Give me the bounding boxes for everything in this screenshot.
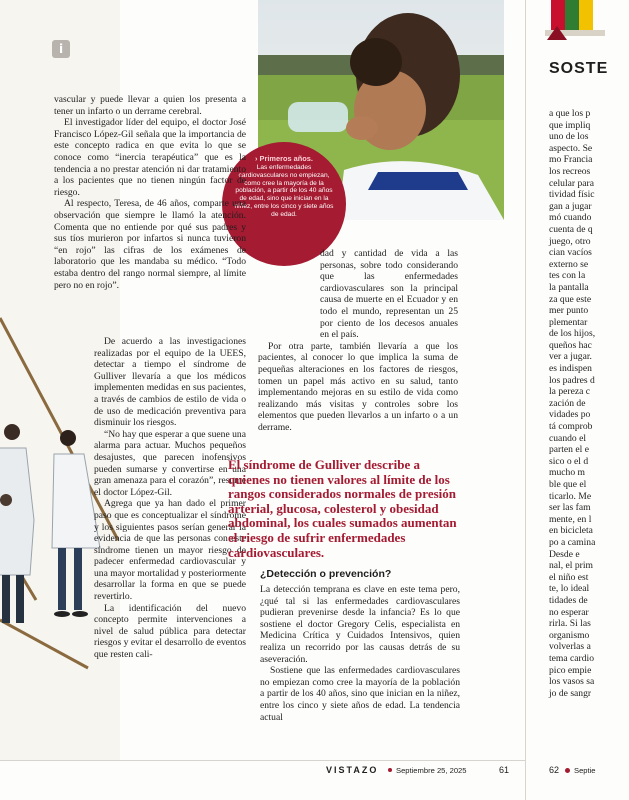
right-page-line: plementar	[549, 316, 588, 328]
left-column-top	[54, 94, 246, 291]
paragraph: De acuerdo a las investigaciones realizadas por el equipo de la UEES, detectar a tiempo el síndrome de Gulliver llevaría a que los médicos implementen medidas en sus pacientes, a través de cambios de estilo de vida o de uso de medicación preventiva para disminuir los riesgos.	[94, 336, 246, 429]
right-page-line: ticarlo. Me	[549, 490, 592, 502]
right-page-line: que impliq	[549, 119, 591, 131]
right-page-line: pico empie	[549, 664, 592, 676]
right-page-line: de los hijos,	[549, 328, 596, 340]
right-page-line: celular para	[549, 177, 595, 189]
right-page-line: mucho m	[549, 467, 585, 479]
right-page-line: ver a jugar.	[549, 351, 592, 363]
right-page-line: vidades po	[549, 409, 591, 421]
right-page-column	[549, 108, 629, 699]
right-page-line: en bicicleta	[549, 525, 593, 537]
right-page-line: tidades de	[549, 594, 588, 606]
right-page-line: te, lo ideal	[549, 583, 590, 595]
right-page-line: zación de	[549, 397, 586, 409]
paragraph: El investigador líder del equipo, el doctor José Francisco López-Gil señala que la importancia de este concepto radica en que evita lo que se conoce como “inercia terapéutica” que es la tendencia a no prestar atención ni dar tratamiento a los pacientes que no tienen ningún factor de riesgo.	[54, 117, 246, 198]
right-page-line: gan a jugar	[549, 200, 592, 212]
right-page-line: po a camina	[549, 536, 596, 548]
paragraph: Por otra parte, también llevaría a que los pacientes, al conocer lo que implica la suma de pequeñas alteraciones en los factores de riesgos, tomen un papel más activo en su salud, tanto implementando mejoras en su estilo de vida como realizando más visitas y controles sobre los elementos que pueden llevarlos a un infarto o a un derrame.	[258, 340, 458, 433]
right-page-line: nal, el prim	[549, 560, 593, 572]
right-page-line: za que este	[549, 293, 592, 305]
right-page-line: los padres d	[549, 374, 595, 386]
right-page-line: tema cardio	[549, 652, 595, 664]
right-page-line: tes con la	[549, 270, 586, 282]
right-page-line: aspecto. Se	[549, 142, 593, 154]
right-page-line: mente, en l	[549, 513, 592, 525]
section-subhead: ¿Detección o prevención?	[260, 568, 392, 580]
pull-quote: El síndrome de Gulliver describe a quienes no tienen valores al límite de los rangos considerados normales de presión arterial, glucosa, colesterol y obesidad abdominal, los cuales sumados aumentan el riesgo de sufrir enfermedades cardiovasculares.	[228, 457, 457, 560]
page-number: 61	[499, 765, 510, 775]
right-page-line: rirla. Si las	[549, 618, 591, 630]
left-column-bottom	[54, 336, 246, 661]
paragraph: Al respecto, Teresa, de 46 años, comparte una observación que siempre le llamó la atención. Comenta que no entiende por qué sus padres y sus tíos murieron por infartos si nunca tuvieron “en rojo” las cifras de los exámenes de laboratorio que les mandaba su médico. “Todo estaba dentro del rango normal siempre, al límite pero no en rojo”.	[54, 198, 246, 291]
callout-body: Las enfermedades cardiovasculares no empiezan, como cree la mayoría de la población, a partir de los 40 años de edad, sino que inician en la niñez, entre los cinco y siete años de edad.	[234, 164, 334, 218]
right-page-line: Desde e	[549, 548, 580, 560]
right-page-line: el niño est	[549, 571, 589, 583]
right-page-line: es indispen	[549, 363, 592, 375]
paragraph: “No hay que esperar a que suene una alarma para actuar. Muchos pequeños desajustes, que parecen inofensivos pueden sumarse y convertirse en una gran amenaza para el corazón”, resume el doctor López-Gil.	[94, 428, 246, 498]
right-page-line: la pantalla	[549, 281, 589, 293]
right-page-line: no esperar	[549, 606, 589, 618]
flag-illustration	[545, 0, 605, 40]
right-page-line: mo Francia	[549, 154, 593, 166]
callout-title: › Primeros años.	[255, 154, 313, 163]
section-title: SOSTE	[549, 60, 609, 77]
right-page-line: cuenta de q	[549, 223, 593, 235]
right-page-line: sico o el d	[549, 455, 589, 467]
right-page-line: externo se	[549, 258, 589, 270]
right-page-line: ser las fam	[549, 502, 591, 514]
right-page-line: los vasos sa	[549, 676, 595, 688]
right-page-line: tividad físic	[549, 189, 595, 201]
right-page-line: volverlas a	[549, 641, 591, 653]
right-page-line: tá comprob	[549, 421, 593, 433]
page-number-right: 62	[549, 765, 560, 775]
page-footer	[0, 760, 600, 800]
paragraph: La detección temprana es clave en este tema pero, ¿qué tal si las enfermedades cardiovasculares pudieran prevenirse desde la infancia? Es lo que sostiene el doctor Gregory Celis, especialista en Medicina Crítica y Cuidados Intensivos, quien realiza un recorrido por las causas detrás de su aseveración.	[260, 584, 460, 665]
right-page-line: cian vacíos	[549, 247, 592, 259]
right-page-line: queños hac	[549, 339, 592, 351]
middle-column-top	[258, 248, 458, 434]
paragraph: Sostiene que las enfermedades cardiovasculares no empiezan como cree la mayoría de la población a partir de los 40 años, sino que inician en la niñez, entre los cinco y siete años de edad. La tendencia actual	[260, 665, 460, 723]
right-page-line: jo de sangr	[549, 687, 592, 699]
right-page-line: ble que el	[549, 479, 587, 490]
right-page-line: los recreos	[549, 165, 591, 177]
magazine-name: VISTAZO	[326, 765, 379, 775]
paragraph: vascular y puede llevar a quien los presenta a tener un infarto o un derrame cerebral.	[54, 94, 246, 117]
page-gutter	[525, 0, 526, 800]
right-page-line: a que los p	[549, 108, 591, 119]
info-icon: i	[52, 40, 70, 58]
issue-date: Septiembre 25, 2025	[384, 766, 467, 775]
right-page-line: juego, otro	[549, 235, 591, 247]
issue-date-right: Septie	[574, 766, 596, 775]
right-page-line: la pereza c	[549, 386, 591, 398]
right-page-line: organismo	[549, 629, 590, 641]
right-page-line: cuando el	[549, 432, 587, 444]
right-page-line: mer punto	[549, 305, 589, 317]
paragraph: Agrega que ya han dado el primer paso que es conceptualizar el síndrome y los siguientes pasos serían generar la evidencia de que las personas con este síndrome tienen un mayor riesgo de padecer enfermedad cardiovascular y una mayor mortalidad y posteriormente desarrollar la forma en que se puede revertirlo.	[94, 498, 246, 603]
middle-column-bottom	[260, 584, 460, 723]
paragraph: La identificación del nuevo concepto permite intervenciones a nivel de salud pública para detectar riesgos y evitar el desarrollo de eventos que resten cali-	[94, 602, 246, 661]
paragraph: dad y cantidad de vida a las personas, sobre todo considerando que las enfermedades cardiovasculares son la principal causa de muerte en el Ecuador y en todo el mundo, representan un 25 por ciento de los decesos anuales en el país.	[320, 248, 458, 341]
right-page-line: mó cuando	[549, 212, 592, 224]
right-page-line: uno de los	[549, 131, 589, 143]
footer-dot	[565, 768, 570, 773]
right-page-line: parten el e	[549, 444, 589, 456]
footer-rule	[0, 760, 525, 761]
